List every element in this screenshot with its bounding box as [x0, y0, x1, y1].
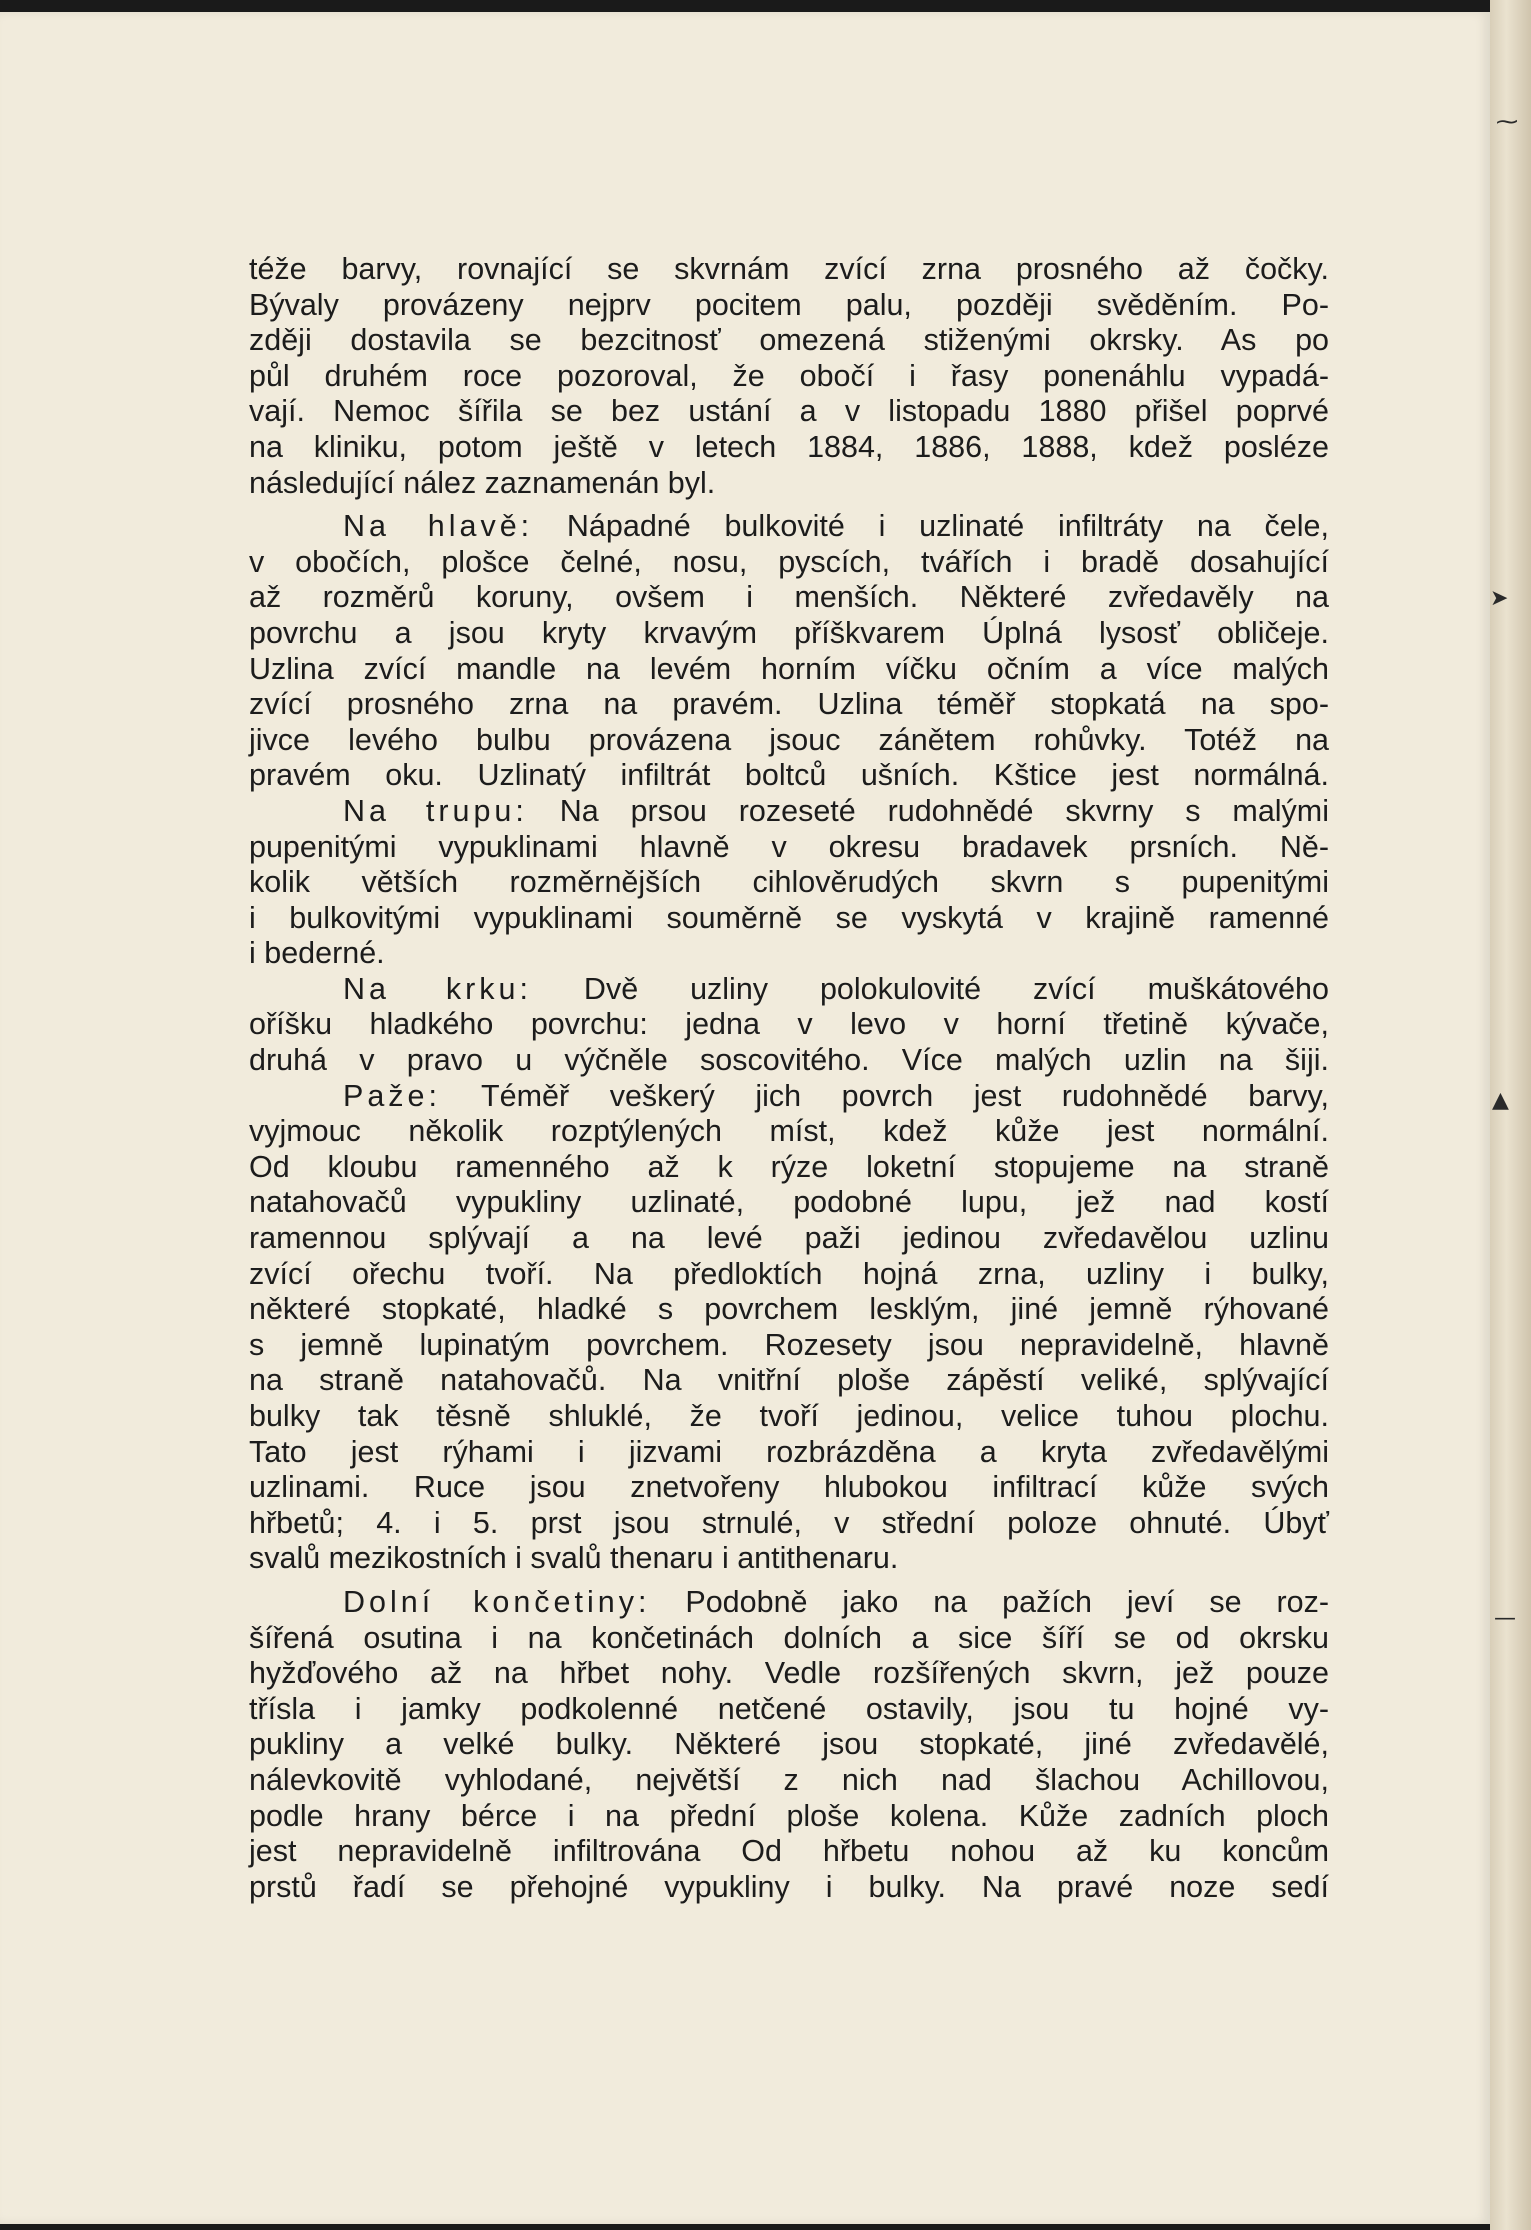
text-line: oříšku hladkého povrchu: jedna v levo v horní třetině kývače, [249, 1007, 1329, 1042]
text-line: některé stopkaté, hladké s povrchem lesklým, jiné jemně rýhované [249, 1292, 1329, 1327]
paragraph-intro [249, 252, 1329, 501]
margin-ink-mark: ➤ [1490, 586, 1509, 611]
text-line: Paže: Téměř veškerý jich povrch jest rudohnědé barvy, [343, 1078, 1329, 1113]
section-heading: Paže: [343, 1078, 441, 1113]
paragraph-na-krku [249, 972, 1329, 1079]
text-line: Na hlavě: Nápadné bulkovité i uzlinaté infiltráty na čele, [343, 509, 1329, 544]
text-line: povrchu a jsou kryty krvavým příškvarem Úplná lysosť obličeje. [249, 615, 1329, 650]
text-line: třísla i jamky podkolenné netčené ostavily, jsou tu hojné vy- [249, 1691, 1329, 1726]
section-heading: Na krku: [343, 971, 532, 1006]
text-line: vyjmouc několik rozptýlených míst, kdež kůže jest normální. [249, 1114, 1329, 1149]
text-line: jivce levého bulbu provázena jsouc zánětem rohůvky. Totéž na [249, 722, 1329, 757]
text-line: až rozměrů koruny, ovšem i menších. Některé zvředavěly na [249, 580, 1329, 615]
text-line: Na krku: Dvě uzliny polokulovité zvící muškátového [343, 971, 1329, 1006]
text-line: kolik větších rozměrnějších cihlověrudých skvrn s pupenitými [249, 865, 1329, 900]
text-line: Uzlina zvící mandle na levém horním víčku očním a více malých [249, 651, 1329, 686]
text-line: pukliny a velké bulky. Některé jsou stopkaté, jiné zvředavělé, [249, 1727, 1329, 1762]
text-line: nálevkovitě vyhlodané, největší z nich nad šlachou Achillovou, [249, 1762, 1329, 1797]
text-line: vají. Nemoc šířila se bez ustání a v listopadu 1880 přišel poprvé [249, 394, 1329, 429]
text-line: uzlinami. Ruce jsou znetvořeny hlubokou infiltrací kůže svých [249, 1470, 1329, 1505]
text-line: Tato jest rýhami i jizvami rozbrázděna a kryta zvředavělými [249, 1434, 1329, 1469]
text-line: hyžďového až na hřbet nohy. Vedle rozšířených skvrn, jež pouze [249, 1656, 1329, 1691]
paragraph-na-hlave [249, 509, 1329, 794]
text-line: zvící prosného zrna na pravém. Uzlina téměř stopkatá na spo- [249, 687, 1329, 722]
text-line: s jemně lupinatým povrchem. Rozesety jsou nepravidelně, hlavně [249, 1327, 1329, 1362]
text-line: Na trupu: Na prsou rozeseté rudohnědé skvrny s malými [343, 793, 1329, 828]
text-line: ramennou splývají a na levé paži jedinou zvředavělou uzlinu [249, 1221, 1329, 1256]
text-line: Bývaly provázeny nejprv pocitem palu, později svěděním. Po- [249, 287, 1329, 322]
text-line: pupenitými vypuklinami hlavně v okresu bradavek prsních. Ně- [249, 829, 1329, 864]
text-line: šířená osutina i na končetinách dolních a sice šíří se od okrsku [249, 1620, 1329, 1655]
paragraph-na-trupu [249, 794, 1329, 972]
section-heading: Dolní končetiny: [343, 1584, 651, 1619]
text-line: na straně natahovačů. Na vnitřní ploše zápěstí veliké, splývající [249, 1363, 1329, 1398]
text-line: Od kloubu ramenného až k rýze loketní stopujeme na straně [249, 1149, 1329, 1184]
margin-ink-mark: ▲ [1492, 1088, 1509, 1113]
text-line: zvící ořechu tvoří. Na předloktích hojná zrna, uzliny i bulky, [249, 1256, 1329, 1291]
text-line: následující nález zaznamenán byl. [249, 465, 716, 500]
page-gutter [1490, 0, 1531, 2230]
text-line: Dolní končetiny: Podobně jako na pažích jeví se roz- [343, 1584, 1329, 1619]
text-line: půl druhém roce pozoroval, že obočí i řasy ponenáhlu vypadá- [249, 358, 1329, 393]
text-line: zději dostavila se bezcitnosť omezená stiženými okrsky. As po [249, 323, 1329, 358]
paragraph-paze [249, 1079, 1329, 1577]
text-line: i bederné. [249, 936, 385, 971]
margin-ink-mark: — [1494, 1606, 1516, 1631]
text-line: podle hrany bérce i na přední ploše kolena. Kůže zadních ploch [249, 1798, 1329, 1833]
text-line: i bulkovitými vypuklinami souměrně se vyskytá v krajině ramenné [249, 900, 1329, 935]
section-heading: Na hlavě: [343, 509, 534, 544]
text-line: bulky tak těsně shluklé, že tvoří jedinou, velice tuhou plochu. [249, 1399, 1329, 1433]
paragraph-dolni-koncetiny [249, 1585, 1329, 1905]
document-body [249, 252, 1329, 1905]
text-line: pravém oku. Uzlinatý infiltrát boltců ušních. Kštice jest normálná. [249, 758, 1329, 793]
text-line: prstů řadí se přehojné vypukliny i bulky. Na pravé noze sedí [249, 1869, 1329, 1904]
text-line: v obočích, plošce čelné, nosu, pyscích, tvářích i bradě dosahující [249, 544, 1329, 579]
text-line: svalů mezikostních i svalů thenaru i antithenaru. [249, 1541, 899, 1576]
section-heading: Na trupu: [343, 793, 528, 828]
text-line: natahovačů vypukliny uzlinaté, podobné lupu, jež nad kostí [249, 1185, 1329, 1220]
text-line: na kliniku, potom ještě v letech 1884, 1886, 1888, kdež posléze [249, 429, 1329, 464]
text-line: téže barvy, rovnající se skvrnám zvící zrna prosného až čočky. [249, 252, 1329, 286]
text-line: hřbetů; 4. i 5. prst jsou strnulé, v střední poloze ohnuté. Úbyť [249, 1505, 1329, 1540]
text-line: druhá v pravo u výčněle soscovitého. Více malých uzlin na šiji. [249, 1043, 1329, 1078]
margin-ink-mark: ⁓ [1496, 110, 1518, 135]
text-line: jest nepravidelně infiltrována Od hřbetu nohou až ku koncům [249, 1834, 1329, 1869]
